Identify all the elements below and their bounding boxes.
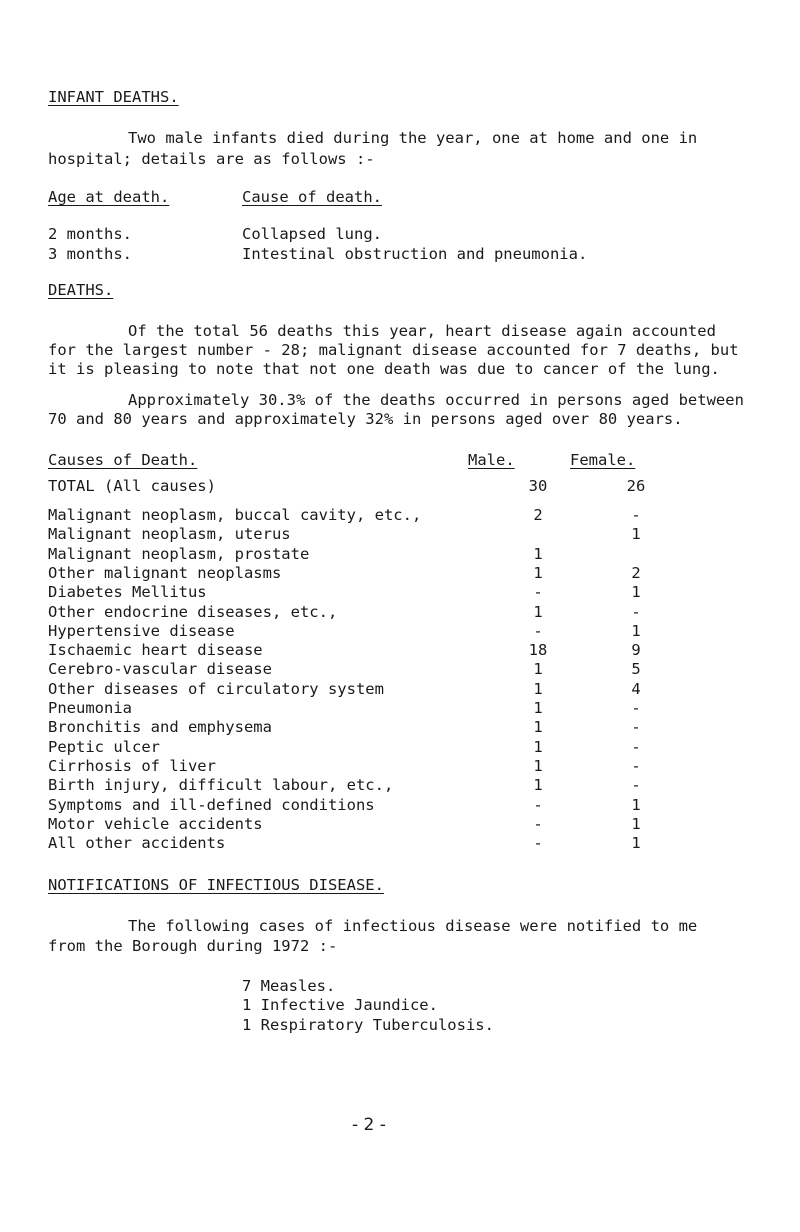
causes-header: Causes of Death. xyxy=(48,451,198,469)
infant-cause: Intestinal obstruction and pneumonia. xyxy=(242,245,588,263)
cause-name: Ischaemic heart disease xyxy=(48,641,263,659)
age-at-death-header: Age at death. xyxy=(48,188,170,206)
male-count: 1 xyxy=(533,564,543,582)
female-count: 4 xyxy=(631,680,641,698)
female-header: Female. xyxy=(570,451,636,469)
table-row xyxy=(48,564,748,583)
male-count: 2 xyxy=(533,506,543,524)
female-count: 1 xyxy=(631,834,641,852)
female-count: - xyxy=(631,603,641,621)
female-count: 2 xyxy=(631,564,641,582)
table-row xyxy=(48,506,748,525)
female-count: - xyxy=(631,718,641,736)
cause-name: Peptic ulcer xyxy=(48,738,160,756)
cause-name: Other diseases of circulatory system xyxy=(48,680,384,698)
total-female: 26 xyxy=(626,477,646,495)
table-row xyxy=(48,718,748,737)
deaths-para2-line1: Approximately 30.3% of the deaths occurred in persons aged between xyxy=(128,391,744,409)
table-row xyxy=(48,660,748,679)
table-row xyxy=(48,834,748,853)
infant-age: 2 months. xyxy=(48,225,132,243)
total-row xyxy=(48,477,748,496)
table-row xyxy=(48,622,748,641)
total-label: TOTAL (All causes) xyxy=(48,477,216,495)
table-row xyxy=(48,583,748,602)
cause-name: Diabetes Mellitus xyxy=(48,583,207,601)
deaths-para1-line2: for the largest number - 28; malignant disease accounted for 7 deaths, but xyxy=(48,341,739,359)
cause-name: Cirrhosis of liver xyxy=(48,757,216,775)
infant-cause: Collapsed lung. xyxy=(242,225,382,243)
female-count: 9 xyxy=(631,641,641,659)
cause-name: All other accidents xyxy=(48,834,226,852)
female-count: - xyxy=(631,757,641,775)
table-row xyxy=(48,680,748,699)
cause-name: Other malignant neoplasms xyxy=(48,564,282,582)
male-count: - xyxy=(533,815,543,833)
cause-name: Malignant neoplasm, buccal cavity, etc., xyxy=(48,506,422,524)
deaths-heading: DEATHS. xyxy=(48,281,114,299)
male-count: 18 xyxy=(528,641,548,659)
male-count: 1 xyxy=(533,603,543,621)
infant-age: 3 months. xyxy=(48,245,132,263)
table-row xyxy=(48,796,748,815)
page-number: - 2 - xyxy=(352,1115,386,1135)
cause-name: Malignant neoplasm, prostate xyxy=(48,545,310,563)
cause-name: Pneumonia xyxy=(48,699,132,717)
female-count: - xyxy=(631,776,641,794)
male-count: 1 xyxy=(533,660,543,678)
cause-name: Symptoms and ill-defined conditions xyxy=(48,796,375,814)
cause-name: Hypertensive disease xyxy=(48,622,235,640)
female-count: - xyxy=(631,506,641,524)
table-row xyxy=(48,757,748,776)
female-count: 1 xyxy=(631,525,641,543)
table-row xyxy=(48,776,748,795)
table-row xyxy=(48,815,748,834)
male-count: 1 xyxy=(533,776,543,794)
female-count: 1 xyxy=(631,796,641,814)
male-count: 1 xyxy=(533,680,543,698)
female-count: 1 xyxy=(631,583,641,601)
male-count: 1 xyxy=(533,738,543,756)
male-count: - xyxy=(533,583,543,601)
notification-item: 1 Respiratory Tuberculosis. xyxy=(242,1016,494,1034)
male-count: 1 xyxy=(533,757,543,775)
notification-item: 1 Infective Jaundice. xyxy=(242,996,438,1014)
infant-intro-line2: hospital; details are as follows :- xyxy=(48,150,375,168)
cause-name: Cerebro-vascular disease xyxy=(48,660,272,678)
table-row xyxy=(48,738,748,757)
table-row xyxy=(48,641,748,660)
notification-item: 7 Measles. xyxy=(242,977,336,995)
male-count: - xyxy=(533,622,543,640)
cause-name: Malignant neoplasm, uterus xyxy=(48,525,291,543)
cause-name: Bronchitis and emphysema xyxy=(48,718,272,736)
female-count: 5 xyxy=(631,660,641,678)
female-count: 1 xyxy=(631,622,641,640)
total-male: 30 xyxy=(528,477,548,495)
male-count: 1 xyxy=(533,699,543,717)
notifications-intro-line1: The following cases of infectious disease were notified to me xyxy=(128,917,698,935)
female-count: - xyxy=(631,699,641,717)
female-count: 1 xyxy=(631,815,641,833)
table-row xyxy=(48,603,748,622)
deaths-para1-line1: Of the total 56 deaths this year, heart disease again accounted xyxy=(128,322,716,340)
male-header: Male. xyxy=(468,451,515,469)
deaths-para1-line3: it is pleasing to note that not one death was due to cancer of the lung. xyxy=(48,360,720,378)
table-row xyxy=(48,699,748,718)
table-row xyxy=(48,525,748,544)
male-count: 1 xyxy=(533,545,543,563)
table-row xyxy=(48,545,748,564)
notifications-intro-line2: from the Borough during 1972 :- xyxy=(48,937,338,955)
infant-deaths-heading: INFANT DEATHS. xyxy=(48,88,179,106)
male-count: - xyxy=(533,834,543,852)
cause-name: Birth injury, difficult labour, etc., xyxy=(48,776,394,794)
deaths-para2-line2: 70 and 80 years and approximately 32% in persons aged over 80 years. xyxy=(48,410,683,428)
male-count: - xyxy=(533,796,543,814)
infant-intro-line1: Two male infants died during the year, one at home and one in xyxy=(128,129,698,147)
cause-name: Motor vehicle accidents xyxy=(48,815,263,833)
cause-of-death-header: Cause of death. xyxy=(242,188,382,206)
female-count: - xyxy=(631,738,641,756)
cause-name: Other endocrine diseases, etc., xyxy=(48,603,338,621)
notifications-heading: NOTIFICATIONS OF INFECTIOUS DISEASE. xyxy=(48,876,384,894)
male-count: 1 xyxy=(533,718,543,736)
